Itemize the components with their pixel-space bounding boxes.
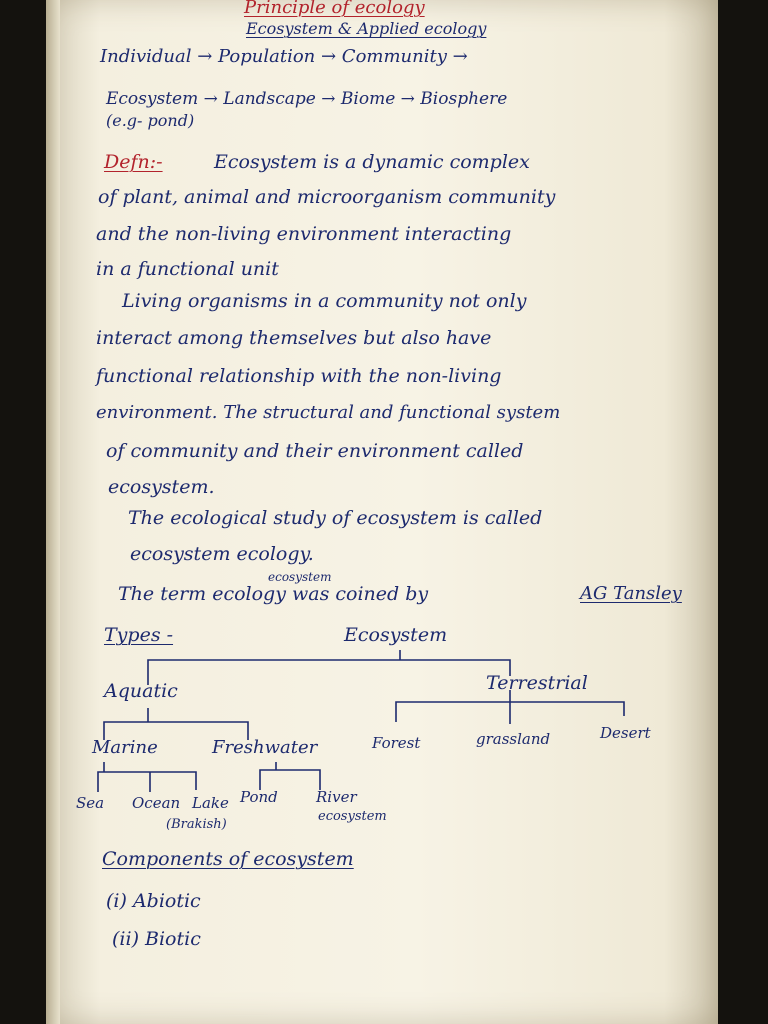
- hierarchy-line-1: Individual → Population → Community →: [100, 46, 468, 67]
- definition-line: environment. The structural and functional system: [96, 402, 561, 423]
- definition-line: of community and their environment called: [106, 440, 524, 462]
- types-label: Types -: [104, 624, 174, 646]
- definition-line: Ecosystem is a dynamic complex: [214, 151, 530, 173]
- tree-node-grassland: grassland: [476, 730, 551, 748]
- tree-root: Ecosystem: [344, 624, 448, 646]
- tree-node-desert: Desert: [600, 724, 651, 742]
- definition-line: in a functional unit: [96, 258, 279, 280]
- tree-node-sea: Sea: [76, 794, 105, 812]
- component-item-biotic: (ii) Biotic: [112, 928, 201, 950]
- tree-node-forest: Forest: [372, 734, 421, 752]
- definition-insert: ecosystem: [268, 570, 332, 584]
- page-title: Principle of ecology: [244, 0, 425, 18]
- definition-line: and the non-living environment interacting: [96, 223, 512, 245]
- tree-node-lake: Lake: [192, 794, 229, 812]
- tree-node-river: River: [316, 788, 357, 806]
- hierarchy-example: (e.g- pond): [106, 111, 195, 130]
- component-item-abiotic: (i) Abiotic: [106, 890, 201, 912]
- definition-line: interact among themselves but also have: [96, 327, 492, 349]
- definition-line: of plant, animal and microorganism community: [98, 186, 556, 208]
- definition-line: functional relationship with the non-living: [96, 365, 502, 387]
- tree-node-terrestrial: Terrestrial: [486, 672, 588, 694]
- tree-node-marine: Marine: [92, 737, 158, 758]
- definition-line: The ecological study of ecosystem is called: [128, 507, 543, 529]
- tree-node-pond: Pond: [240, 788, 278, 806]
- tansley-name: AG Tansley: [580, 583, 682, 604]
- page-subtitle: Ecosystem & Applied ecology: [246, 19, 487, 38]
- tree-node-brakish: (Brakish): [166, 817, 227, 832]
- definition-label: Defn:-: [104, 151, 163, 173]
- hierarchy-line-2: Ecosystem → Landscape → Biome → Biosphere: [106, 89, 508, 109]
- definition-line: The term ecology was coined by: [118, 583, 429, 605]
- definition-line: ecosystem.: [108, 476, 215, 498]
- components-heading: Components of ecosystem: [102, 848, 354, 870]
- definition-line: ecosystem ecology.: [130, 543, 314, 565]
- tree-node-ocean: Ocean: [132, 794, 181, 812]
- tree-node-freshwater: Freshwater: [212, 737, 318, 758]
- tree-node-river-sub: ecosystem: [318, 809, 387, 824]
- tree-node-aquatic: Aquatic: [104, 680, 178, 702]
- definition-line: Living organisms in a community not only: [122, 290, 527, 312]
